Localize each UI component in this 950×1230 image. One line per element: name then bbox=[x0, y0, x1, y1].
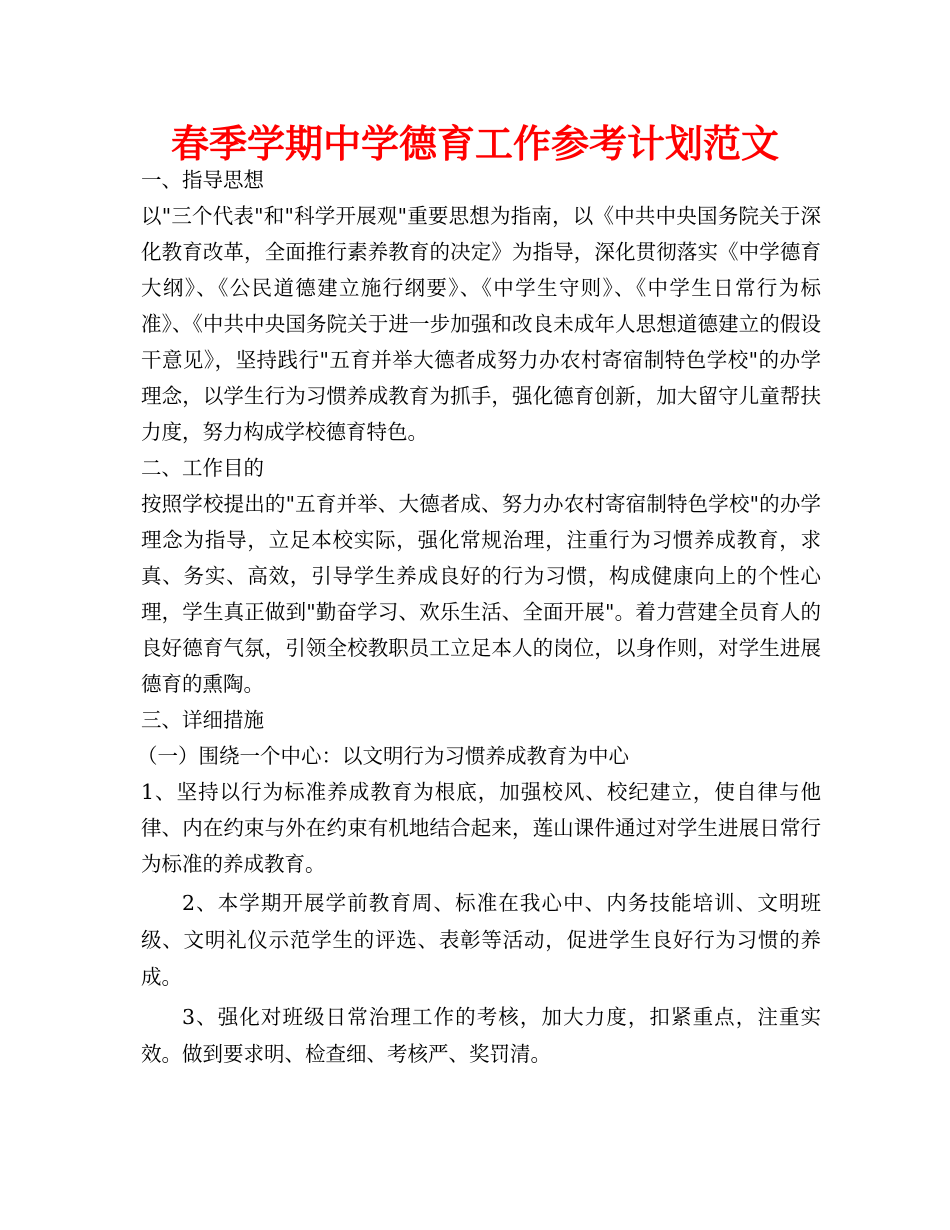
document-title: 春季学期中学德育工作参考计划范文 bbox=[170, 122, 779, 166]
document-body bbox=[137, 162, 821, 1073]
section-heading-measures: 三、详细措施 bbox=[141, 708, 264, 732]
measure-item-2: 2、本学期开展学前教育周、标准在我心中、内务技能培训、文明班级、文明礼仪示范学生的评选、表彰等活动，促进学生良好行为习惯的养成。 bbox=[141, 891, 821, 989]
section-heading-guiding-ideology: 一、指导思想 bbox=[141, 168, 264, 192]
subheading-one-center: （一）围绕一个中心：以文明行为习惯养成教育为中心 bbox=[137, 744, 629, 768]
paragraph-work-goal: 按照学校提出的"五育并举、大德者成、努力办农村寄宿制特色学校"的办学理念为指导，立足本校实际，强化常规治理，注重行为习惯养成教育，求真、务实、高效，引导学生养成良好的行为习惯，构成健康向上的个性心理，学生真正做到"勤奋学习、欢乐生活、全面开展"。着力营建全员育人的良好德育气氛，引领全校教职员工立足本人的岗位，以身作则，对学生进展德育的熏陶。 bbox=[141, 492, 821, 696]
measure-item-1: 1、坚持以行为标准养成教育为根底，加强校风、校纪建立，使自律与他律、内在约束与外在约束有机地结合起来，莲山课件通过对学生进展日常行为标准的养成教育。 bbox=[141, 780, 821, 876]
section-heading-work-goal: 二、工作目的 bbox=[141, 456, 264, 480]
paragraph-guiding-ideology: 以"三个代表"和"科学开展观"重要思想为指南，以《中共中央国务院关于深化教育改革，全面推行素养教育的决定》为指导，深化贯彻落实《中学德育大纲》、《公民道德建立施行纲要》、《中学生守则》、《中学生日常行为标准》、《中共中央国务院关于进一步加强和改良未成年人思想道德建立的假设干意见》，坚持践行"五育并举大德者成努力办农村寄宿制特色学校"的办学理念，以学生行为习惯养成教育为抓手，强化德育创新，加大留守儿童帮扶力度，努力构成学校德育特色。 bbox=[141, 204, 821, 444]
measure-item-3: 3、强化对班级日常治理工作的考核，加大力度，扣紧重点，注重实效。做到要求明、检查细、考核严、奖罚清。 bbox=[141, 1005, 821, 1066]
